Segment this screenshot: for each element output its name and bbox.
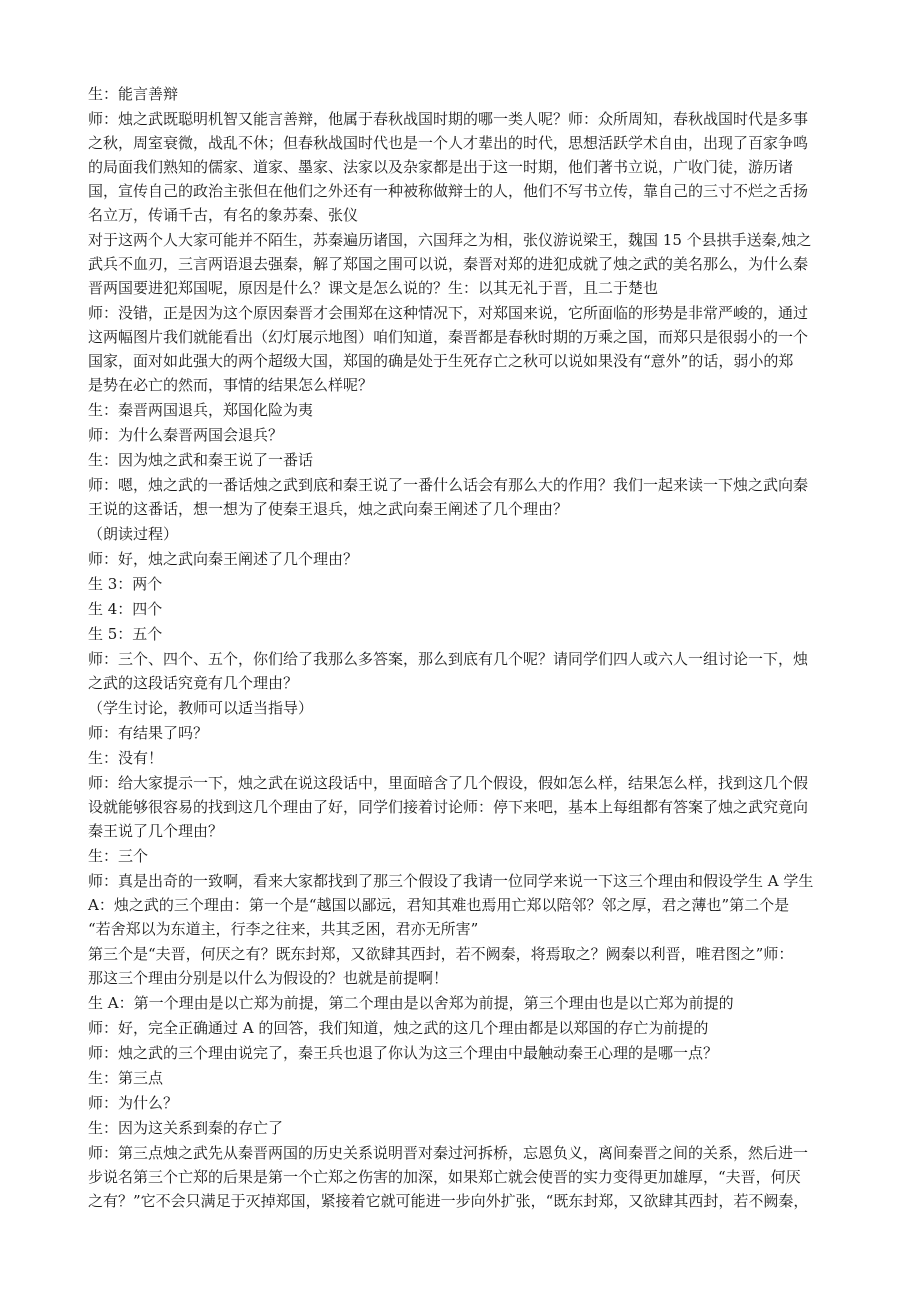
paragraph-5: 生：秦晋两国退兵，郑国化险为夷: [88, 401, 314, 419]
paragraph-8: 师：嗯，烛之武的一番话烛之武到底和秦王说了一番什么话会有那么大的作用？我们一起来读一下烛之武向秦 王说的这番话，想一想为了使秦王退兵，烛之武向秦王阐述了几个理由？: [88, 476, 809, 518]
paragraph-12: 生 4：四个: [88, 600, 163, 618]
paragraph-16: 师：有结果了吗？: [88, 724, 209, 742]
paragraph-27: 生：因为这关系到秦的存亡了: [88, 1119, 284, 1137]
paragraph-20: 师：真是出奇的一致啊，看来大家都找到了那三个假设了我请一位同学来说一下这三个理由和假设学生 A 学生 A：烛之武的三个理由：第一个是“越国以鄙远，君知其难也焉用亡郑以陪邻？邻之厚，君之薄也”第二个是 “若舍郑以为东道主，行李之往来，共其乏困，君亦无所害”: [88, 872, 814, 938]
paragraph-17: 生：没有！: [88, 749, 164, 767]
paragraph-24: 师：烛之武的三个理由说完了，秦王兵也退了你认为这三个理由中最触动秦王心理的是哪一点？: [88, 1044, 719, 1062]
paragraph-3: 对于这两个人大家可能并不陌生，苏秦遍历诸国，六国拜之为相，张仪游说梁王，魏国 15 个县拱手送秦,烛之 武兵不血刃，三言两语退去强秦，解了郑国之围可以说，秦晋对郑的进犯成就了烛之武的美名那么，为什么秦 晋两国要进犯郑国呢，原因是什么？课文是怎么说的？生：以其无礼于晋，且二于楚也: [88, 231, 812, 297]
paragraph-4: 师：没错，正是因为这个原因秦晋才会围郑在这种情况下，对郑国来说，它所面临的形势是非常严峻的，通过 这两幅图片我们就能看出（幻灯展示地图）咱们知道，秦晋都是春秋时期的万乘之国，而郑只是很弱小的一个 国家，面对如此强大的两个超级大国，郑国的确是处于生死存亡之秋可以说如果没有“意外”的话，弱小的郑 是势在必亡的然而，事情的结果怎么样呢？: [88, 304, 809, 394]
paragraph-18: 师：给大家提示一下，烛之武在说这段话中，里面暗含了几个假设，假如怎么样，结果怎么样，找到这几个假 设就能够很容易的找到这几个理由了好，同学们接着讨论师：停下来吧，基本上每组都有答案了烛之武究竟向 秦王说了几个理由？: [88, 774, 809, 840]
paragraph-23: 师：好，完全正确通过 A 的回答，我们知道，烛之武的这几个理由都是以郑国的存亡为前提的: [88, 1019, 709, 1037]
paragraph-1: 生：能言善辩: [88, 85, 179, 103]
paragraph-2: 师：烛之武既聪明机智又能言善辩，他属于春秋战国时期的哪一类人呢？师：众所周知，春秋战国时代是多事 之秋，周室衰微，战乱不休；但春秋战国时代也是一个人才辈出的时代，思想活跃学术自由，出现了百家争鸣 的局面我们熟知的儒家、道家、墨家、法家以及杂家都是出于这一时期，他们著书立说，广收门徒，游历诸 国，宣传自己的政治主张但在他们之外还有一种被称做辩士的人，他们不写书立传，靠自己的三寸不烂之舌扬 名立万，传诵千古，有名的象苏秦、张仪: [88, 110, 809, 224]
paragraph-11: 生 3：两个: [88, 575, 163, 593]
paragraph-21: 第三个是“夫晋，何厌之有？既东封郑，又欲肆其西封，若不阙秦，将焉取之？阙秦以利晋，唯君图之”师： 那这三个理由分别是以什么为假设的？也就是前提啊！: [88, 945, 794, 987]
paragraph-22: 生 A：第一个理由是以亡郑为前提，第二个理由是以舍郑为前提，第三个理由也是以亡郑为前提的: [88, 994, 734, 1012]
paragraph-10: 师：好，烛之武向秦王阐述了几个理由？: [88, 550, 359, 568]
paragraph-28: 师：第三点烛之武先从秦晋两国的历史关系说明晋对秦过河拆桥，忘恩负义，离间秦晋之间的关系，然后进一 步说名第三个亡郑的后果是第一个亡郑之伤害的加深，如果郑亡就会使晋的实力变得更加雄厚，“夫晋，何厌 之有？”它不会只满足于灭掉郑国，紧接着它就可能进一步向外扩张，“既东封郑，又欲肆其西封，若不阙秦，: [88, 1144, 809, 1210]
paragraph-9: （朗读过程）: [88, 525, 179, 543]
paragraph-6: 师：为什么秦晋两国会退兵？: [88, 426, 284, 444]
paragraph-25: 生：第三点: [88, 1069, 164, 1087]
paragraph-19: 生：三个: [88, 847, 149, 865]
paragraph-13: 生 5：五个: [88, 625, 163, 643]
paragraph-14: 师：三个、四个、五个，你们给了我那么多答案，那么到底有几个呢？请同学们四人或六人一组讨论一下，烛 之武的这段话究竟有几个理由？: [88, 650, 809, 692]
paragraph-26: 师：为什么？: [88, 1094, 179, 1112]
document-body: [88, 82, 844, 1214]
paragraph-15: （学生讨论，教师可以适当指导）: [88, 699, 314, 717]
paragraph-7: 生：因为烛之武和秦王说了一番话: [88, 451, 314, 469]
